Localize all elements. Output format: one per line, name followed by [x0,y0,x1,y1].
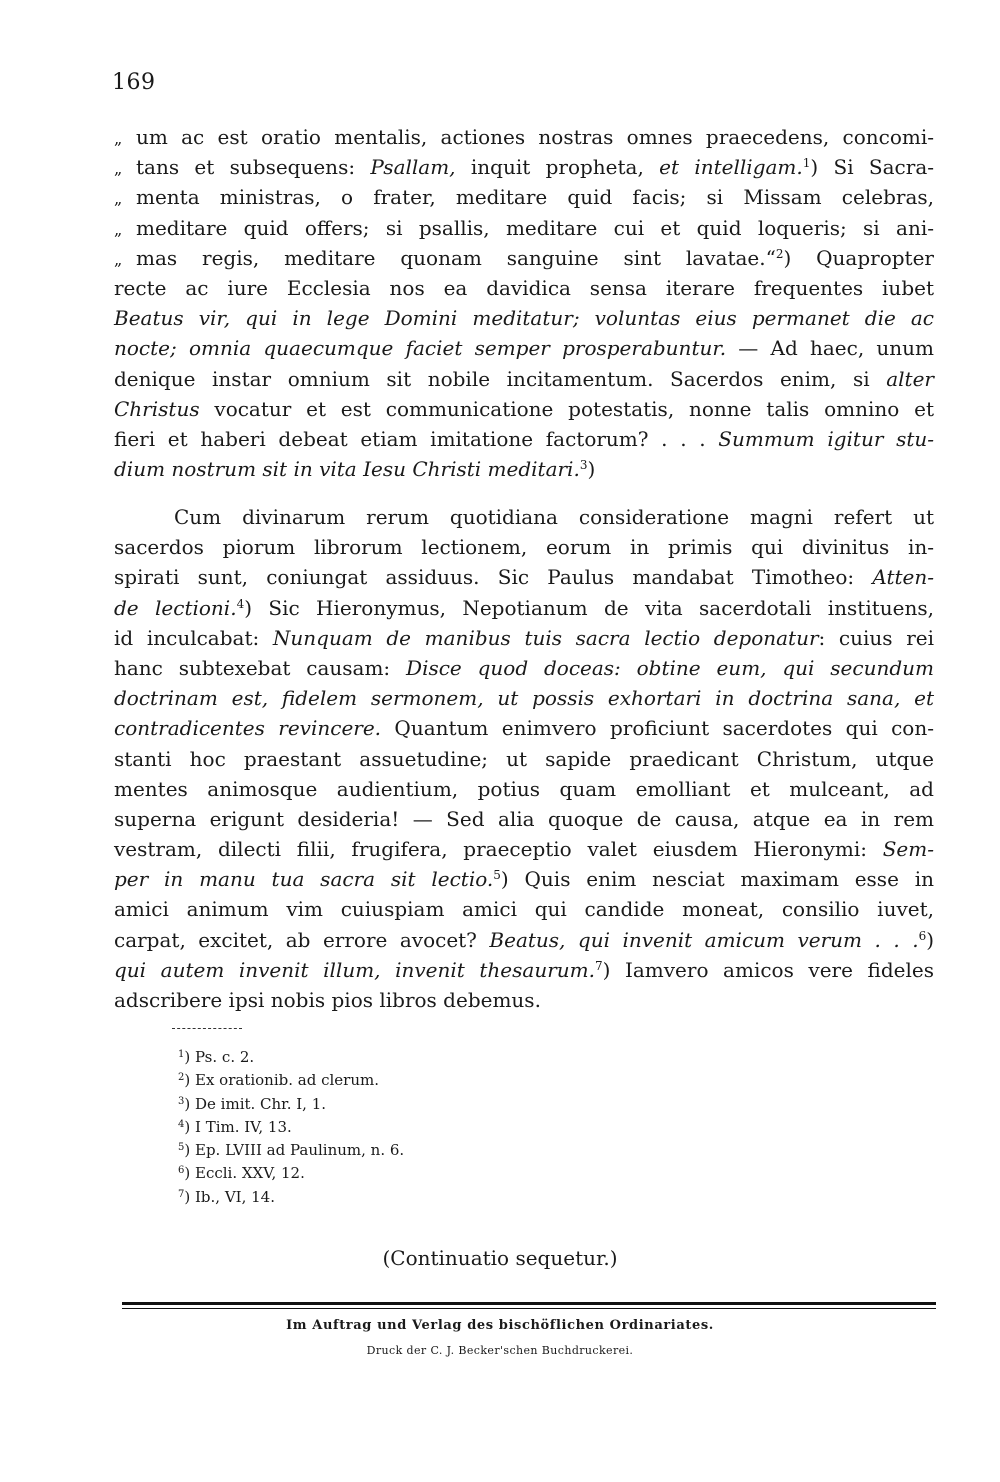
text-segment: ) Si Sacra- [810,155,935,180]
italic-text: Atten- [872,565,934,590]
text-line [114,273,934,303]
footnote-number: 5 [178,1142,185,1154]
footer-rule [122,1302,936,1305]
footnotes [178,1046,404,1209]
text-segment: um ac est oratio mentalis, actiones nostras omnes praecedens, concomi- [136,125,934,149]
text-segment: Quantum enimvero proficiunt sacerdotes qui con- [381,716,934,741]
footnote-separator [172,1028,242,1029]
text-line [114,424,934,454]
text-segment: superna erigunt desideria! — Sed alia quoque de causa, atque ea in rem [114,806,934,831]
paragraph-continued [114,122,934,484]
italic-text: Beatus vir, qui in lege Domini meditatur; voluntas eius permanet die ac [114,306,934,331]
quote-mark: „ [114,189,123,209]
footnote-ref: 5 [493,868,501,883]
quote-mark: „ [114,159,123,179]
text-segment: recte ac iure Ecclesia nos ea davidica sensa iterare frequentes iubet [114,275,934,300]
footnote-ref: 1 [802,156,811,171]
footnote-text: ) De imit. Chr. I, 1. [184,1094,327,1113]
footnote-text: ) Ex orationib. ad clerum. [184,1071,379,1090]
text-line [114,593,934,623]
footnote-text: ) Ps. c. 2. [184,1048,255,1066]
italic-text: Beatus, qui invenit amicum verum . . . [489,927,919,952]
text-line [114,744,934,774]
text-line [114,333,934,363]
text-line [114,713,934,743]
text-segment: menta ministras, o frater, meditare quid facis; si Missam celebras, [136,185,934,210]
text-segment: Cum divinarum rerum quotidiana consideratione magni refert ut [174,505,934,529]
footnote-ref: 7 [594,958,603,973]
quote-mark: „ [114,219,123,239]
footnote-number: 2 [178,1072,185,1084]
footnote-number: 1 [178,1049,185,1060]
italic-text: contradicentes revincere. [114,716,382,741]
text-segment: vestram, dilecti filii, frugifera, praeceptio valet eiusdem Hieronymi: [114,837,883,862]
continuation-note: (Continuatio sequetur.) [382,1246,618,1270]
text-segment: adscribere ipsi nobis pios libros debemus. [114,988,541,1012]
text-segment: denique instar omnium sit nobile incitamentum. Sacerdos enim, si [114,366,887,391]
text-line [114,894,934,924]
footnote-ref: 3 [579,458,588,473]
text-segment: meditare quid offers; si psallis, meditare cui et quid loqueris; si ani- [136,215,934,240]
imprint-printer: Druck der C. J. Becker'schen Buchdruckerei. [366,1344,634,1357]
italic-text: Summum igitur stu- [718,426,935,451]
italic-text: nocte; omnia quaecumque faciet semper prosperabuntur. [114,336,727,361]
footnote-number: 7 [178,1188,185,1200]
text-line [114,985,934,1015]
quote-mark: „ [114,129,123,148]
italic-text: Disce quod doceas: obtine eum, qui secundum [406,655,934,680]
footnote-number: 4 [178,1118,185,1130]
italic-text: Christus [114,396,200,421]
italic-text: qui autem invenit illum, invenit thesaurum. [114,957,595,982]
paragraph-lectio [114,502,934,1015]
text-line [114,502,934,532]
text-line [114,122,934,152]
text-segment: inquit propheta, [455,155,660,180]
footnote-ref: 2 [775,246,784,261]
imprint-publisher: Im Auftrag und Verlag des bischöflichen Ordinariates. [286,1318,714,1333]
text-segment: carpat, excitet, ab errore avocet? [114,927,490,952]
italic-text: Sem- [882,837,934,862]
footnote-ref: 6 [918,928,927,943]
footnote-number: 6 [178,1165,185,1177]
page-number: 169 [112,70,156,95]
text-segment: hanc subtexebat causam: [114,655,407,680]
footer-rule-thin [122,1308,936,1309]
text-line [114,364,934,394]
italic-text: alter [886,366,934,391]
text-line [114,774,934,804]
text-line [114,454,934,484]
text-line [114,834,934,864]
text-line [114,562,934,592]
text-segment: — Ad haec, unum [726,336,935,361]
text-line [114,394,934,424]
text-segment: ) Quapropter [783,245,934,270]
italic-text: dium nostrum sit in vita Iesu Christi meditari. [114,457,580,482]
footnote-text: ) Ib., VI, 14. [184,1187,275,1206]
text-line [114,213,934,243]
footnote-text: ) Ep. LVIII ad Paulinum, n. 6. [184,1141,405,1160]
italic-text: Nunquam de manibus tuis sacra lectio deponatur [272,625,819,650]
text-segment: fieri et haberi debeat etiam imitatione factorum? . . . [114,426,719,451]
footnote-item [178,1116,404,1139]
text-line [114,925,934,955]
text-segment: ) [587,457,596,482]
quote-mark: „ [114,249,123,269]
italic-text: Psallam, [370,155,456,180]
text-segment: mentes animosque audientium, potius quam emolliant et mulceant, ad [114,776,934,801]
text-segment: id inculcabat: [114,625,273,650]
footnote-item [178,1186,404,1209]
text-segment: mas regis, meditare quonam sanguine sint lavatae.“ [136,245,776,270]
text-segment: spirati sunt, coniungat assiduus. Sic Paulus mandabat Timotheo: [114,565,873,590]
footnote-item [178,1162,404,1185]
text-segment: tans et subsequens: [136,155,371,180]
footnote-ref: 4 [236,596,245,611]
text-segment: ) [926,927,935,952]
italic-text: per in manu tua sacra sit lectio. [114,867,494,892]
italic-text: de lectioni. [114,595,237,620]
footnote-text: ) I Tim. IV, 13. [184,1117,292,1136]
text-line [114,532,934,562]
footnote-text: ) Eccli. XXV, 12. [184,1164,305,1183]
italic-text: et intelligam. [659,155,803,180]
text-segment: ) Quis enim nesciat maximam esse in [500,867,934,892]
text-line [114,303,934,333]
text-segment: ) Sic Hieronymus, Nepotianum de vita sacerdotali instituens, [244,595,934,620]
text-segment: : cuius rei [818,625,934,650]
text-segment: sacerdos piorum librorum lectionem, eorum in primis qui divinitus in- [114,535,934,560]
text-line [114,653,934,683]
text-line [114,152,934,182]
footnote-item [178,1139,404,1162]
text-line [114,243,934,273]
text-segment: amici animum vim cuiuspiam amici qui candide moneat, consilio iuvet, [114,897,934,922]
text-line [114,804,934,834]
text-segment: stanti hoc praestant assuetudine; ut sapide praedicant Christum, utque [114,746,934,771]
footnote-number: 3 [178,1095,185,1107]
text-segment: ) Iamvero amicos vere fideles [602,957,934,982]
text-line [114,182,934,212]
footnote-item [178,1093,404,1116]
footnote-item [178,1069,404,1092]
italic-text: doctrinam est, fidelem sermonem, ut possis exhortari in doctrina sana, et [114,686,934,711]
text-line [114,955,934,985]
text-line [114,683,934,713]
text-segment: vocatur et est communicatione potestatis, nonne talis omnino et [199,396,934,421]
text-line [114,623,934,653]
text-line [114,864,934,894]
footnote-item [178,1046,404,1069]
